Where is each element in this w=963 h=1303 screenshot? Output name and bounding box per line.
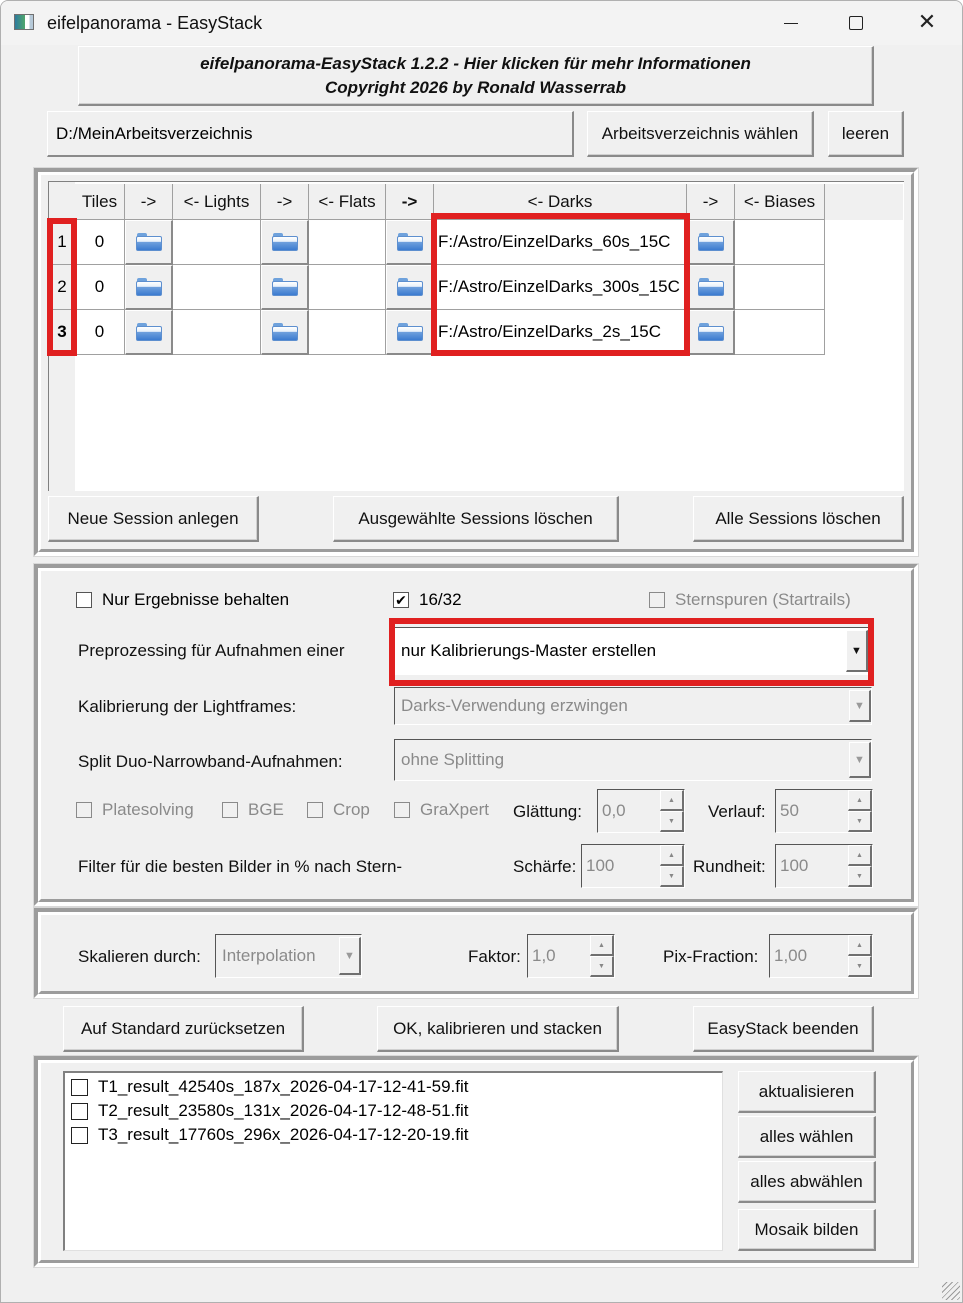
checkbox-box[interactable]: [71, 1103, 88, 1120]
roundness-value: 100: [780, 856, 809, 875]
folder-icon: [272, 278, 298, 296]
sharpness-value: 100: [586, 856, 615, 875]
folder-icon: [698, 278, 724, 296]
lights-folder-button[interactable]: [125, 310, 173, 355]
quit-button[interactable]: EasyStack beenden: [693, 1006, 874, 1052]
spin-up-icon[interactable]: ▲: [848, 845, 872, 866]
biases-path-cell[interactable]: [735, 265, 825, 310]
spin-up-icon[interactable]: ▲: [660, 790, 684, 811]
dropdown-arrow-icon: ▼: [846, 630, 868, 672]
factor-value: 1,0: [532, 946, 556, 965]
column-header-biases-arrow[interactable]: ->: [687, 184, 735, 220]
checkbox-box[interactable]: [71, 1127, 88, 1144]
dropdown-arrow-icon: ▼: [849, 690, 871, 722]
column-header-flats-arrow[interactable]: ->: [261, 184, 309, 220]
folder-icon: [698, 323, 724, 341]
flats-path-cell[interactable]: [309, 220, 386, 265]
preprocessing-select[interactable]: [394, 627, 869, 675]
filter-label: Filter für die besten Bilder in % nach Stern-: [78, 857, 403, 876]
calibration-label: Kalibrierung der Lightframes:: [78, 697, 297, 716]
split-value: ohne Splitting: [401, 750, 505, 769]
spin-down-icon[interactable]: ▼: [848, 956, 872, 977]
working-directory-field[interactable]: [47, 111, 574, 157]
tiles-cell[interactable]: 0: [75, 220, 125, 265]
column-header-tiles[interactable]: Tiles: [75, 184, 125, 220]
result-file-name: T3_result_17760s_296x_2026-04-17-12-20-19.fit: [98, 1125, 469, 1144]
startrails-label: Sternspuren (Startrails): [675, 590, 851, 609]
column-header-darks-arrow[interactable]: ->: [386, 184, 434, 220]
column-header-biases[interactable]: <- Biases: [735, 184, 825, 220]
maximize-icon: [849, 16, 863, 30]
lights-path-cell[interactable]: [173, 220, 261, 265]
smoothing-label: Glättung:: [513, 802, 582, 821]
preprocessing-label: Preprozessing für Aufnahmen einer: [78, 641, 345, 660]
deselect-all-button[interactable]: alles abwählen: [738, 1161, 876, 1203]
result-file-item[interactable]: [71, 1125, 468, 1145]
biases-folder-button[interactable]: [687, 220, 735, 265]
platesolving-label: Platesolving: [102, 800, 194, 819]
checkbox-box: [76, 592, 92, 608]
gradient-spinbox[interactable]: [775, 789, 873, 833]
bge-checkbox[interactable]: [222, 800, 284, 820]
lights-path-cell[interactable]: [173, 265, 261, 310]
row-header-3[interactable]: 3: [49, 310, 75, 355]
checkbox-box: [222, 802, 238, 818]
lights-folder-button[interactable]: [125, 220, 173, 265]
sessions-table: [48, 181, 904, 491]
result-file-name: T2_result_23580s_131x_2026-04-17-12-48-51.fit: [98, 1101, 469, 1120]
row-header-1[interactable]: 1: [49, 220, 75, 265]
lights-path-cell[interactable]: [173, 310, 261, 355]
checkbox-box: [394, 802, 410, 818]
column-header-flats[interactable]: <- Flats: [309, 184, 386, 220]
roundness-spinbox[interactable]: [775, 844, 873, 888]
biases-folder-button[interactable]: [687, 310, 735, 355]
title-bar: [1, 1, 962, 45]
spin-up-icon[interactable]: ▲: [660, 845, 684, 866]
spin-down-icon[interactable]: ▼: [848, 866, 872, 887]
folder-icon: [397, 278, 423, 296]
pixfraction-value: 1,00: [774, 946, 808, 965]
calibration-select[interactable]: [394, 687, 872, 725]
keep-results-label: Nur Ergebnisse behalten: [102, 590, 290, 609]
folder-icon: [272, 233, 298, 251]
bit-depth-checkbox[interactable]: [393, 590, 462, 610]
pixfraction-spinbox[interactable]: [769, 934, 873, 978]
column-header-darks[interactable]: <- Darks: [434, 184, 687, 220]
result-file-item[interactable]: [71, 1077, 468, 1097]
spin-up-icon[interactable]: ▲: [848, 935, 872, 956]
select-all-button[interactable]: alles wählen: [738, 1116, 876, 1158]
info-title: eifelpanorama-EasyStack 1.2.2 - Hier klicken für mehr Informationen: [200, 53, 751, 73]
working-directory-value: D:/MeinArbeitsverzeichnis: [56, 123, 253, 143]
reset-defaults-button[interactable]: Auf Standard zurücksetzen: [63, 1006, 304, 1052]
folder-icon: [397, 233, 423, 251]
scaling-select[interactable]: [215, 934, 362, 978]
info-button[interactable]: [78, 46, 874, 106]
bge-label: BGE: [248, 800, 284, 819]
spin-down-icon[interactable]: ▼: [590, 956, 614, 977]
scaling-label: Skalieren durch:: [78, 947, 201, 966]
close-icon: ✕: [917, 10, 937, 35]
keep-results-checkbox[interactable]: [76, 590, 289, 610]
folder-icon: [272, 323, 298, 341]
darks-path-cell[interactable]: F:/Astro/EinzelDarks_60s_15C: [434, 220, 687, 265]
folder-icon: [136, 323, 162, 341]
flats-folder-button[interactable]: [261, 265, 309, 310]
roundness-label: Rundheit:: [693, 857, 766, 876]
flats-path-cell[interactable]: [309, 265, 386, 310]
startrails-checkbox[interactable]: [649, 590, 851, 610]
delete-all-sessions-button[interactable]: Alle Sessions löschen: [693, 496, 904, 542]
tiles-cell[interactable]: 0: [75, 265, 125, 310]
spin-down-icon[interactable]: ▼: [660, 811, 684, 832]
darks-path-cell[interactable]: F:/Astro/EinzelDarks_300s_15C: [434, 265, 687, 310]
darks-folder-button[interactable]: [386, 220, 434, 265]
minimize-icon: [784, 23, 798, 24]
result-file-item[interactable]: [71, 1101, 468, 1121]
new-session-button[interactable]: Neue Session anlegen: [48, 496, 259, 542]
darks-folder-button[interactable]: [386, 265, 434, 310]
lights-folder-button[interactable]: [125, 265, 173, 310]
split-select[interactable]: [394, 739, 872, 781]
spin-up-icon[interactable]: ▲: [848, 790, 872, 811]
results-file-list[interactable]: [63, 1071, 723, 1251]
darks-folder-button[interactable]: [386, 310, 434, 355]
biases-folder-button[interactable]: [687, 265, 735, 310]
spin-up-icon[interactable]: ▲: [590, 935, 614, 956]
gradient-value: 50: [780, 801, 799, 820]
pixfraction-label: Pix-Fraction:: [663, 947, 759, 966]
biases-path-cell[interactable]: [735, 310, 825, 355]
column-header-lights-arrow[interactable]: ->: [125, 184, 173, 220]
spin-down-icon[interactable]: ▼: [848, 811, 872, 832]
folder-icon: [397, 323, 423, 341]
split-label: Split Duo-Narrowband-Aufnahmen:: [78, 752, 343, 771]
flats-folder-button[interactable]: [261, 310, 309, 355]
crop-label: Crop: [333, 800, 370, 819]
graxpert-checkbox[interactable]: [394, 800, 489, 820]
refresh-button[interactable]: aktualisieren: [738, 1071, 876, 1113]
close-button[interactable]: [892, 1, 962, 45]
scaling-value: Interpolation: [222, 946, 316, 965]
crop-checkbox[interactable]: [307, 800, 370, 820]
smoothing-value: 0,0: [602, 801, 626, 820]
clear-directory-button[interactable]: leeren: [828, 111, 904, 157]
darks-path-cell[interactable]: F:/Astro/EinzelDarks_2s_15C: [434, 310, 687, 355]
app-icon: [14, 14, 34, 30]
folder-icon: [136, 233, 162, 251]
sharpness-spinbox[interactable]: [581, 844, 685, 888]
graxpert-label: GraXpert: [420, 800, 489, 819]
window-title: eifelpanorama - EasyStack: [47, 13, 263, 33]
preprocessing-value: nur Kalibrierungs-Master erstellen: [401, 641, 657, 660]
result-file-name: T1_result_42540s_187x_2026-04-17-12-41-59.fit: [98, 1077, 469, 1096]
choose-directory-button[interactable]: Arbeitsverzeichnis wählen: [587, 111, 814, 157]
factor-label: Faktor:: [468, 947, 521, 966]
sharpness-label: Schärfe:: [513, 857, 577, 876]
run-stacking-button[interactable]: OK, kalibrieren und stacken: [377, 1006, 619, 1052]
checkbox-box: [76, 802, 92, 818]
tiles-cell[interactable]: 0: [75, 310, 125, 355]
minimize-button[interactable]: [756, 1, 826, 45]
build-mosaic-button[interactable]: Mosaik bilden: [738, 1209, 876, 1251]
column-header-lights[interactable]: <- Lights: [173, 184, 261, 220]
delete-selected-sessions-button[interactable]: Ausgewählte Sessions löschen: [333, 496, 619, 542]
smoothing-spinbox[interactable]: [597, 789, 685, 833]
platesolving-checkbox[interactable]: [76, 800, 194, 820]
row-header-2[interactable]: 2: [49, 265, 75, 310]
factor-spinbox[interactable]: [527, 934, 615, 978]
gradient-label: Verlauf:: [708, 802, 766, 821]
dropdown-arrow-icon: ▼: [849, 742, 871, 778]
checkbox-box: [649, 592, 665, 608]
dropdown-arrow-icon: ▼: [339, 937, 361, 975]
info-copyright: Copyright 2026 by Ronald Wasserrab: [324, 77, 627, 97]
checkbox-box[interactable]: [71, 1079, 88, 1096]
folder-icon: [698, 233, 724, 251]
checkbox-box: [307, 802, 323, 818]
biases-path-cell[interactable]: [735, 220, 825, 265]
checkmark-icon: ✔: [393, 592, 409, 608]
flats-folder-button[interactable]: [261, 220, 309, 265]
spin-down-icon[interactable]: ▼: [660, 866, 684, 887]
bit-depth-label: 16/32: [419, 590, 462, 609]
resize-grip-icon[interactable]: [942, 1282, 960, 1300]
folder-icon: [136, 278, 162, 296]
calibration-value: Darks-Verwendung erzwingen: [401, 696, 628, 715]
flats-path-cell[interactable]: [309, 310, 386, 355]
maximize-button[interactable]: [821, 1, 891, 45]
